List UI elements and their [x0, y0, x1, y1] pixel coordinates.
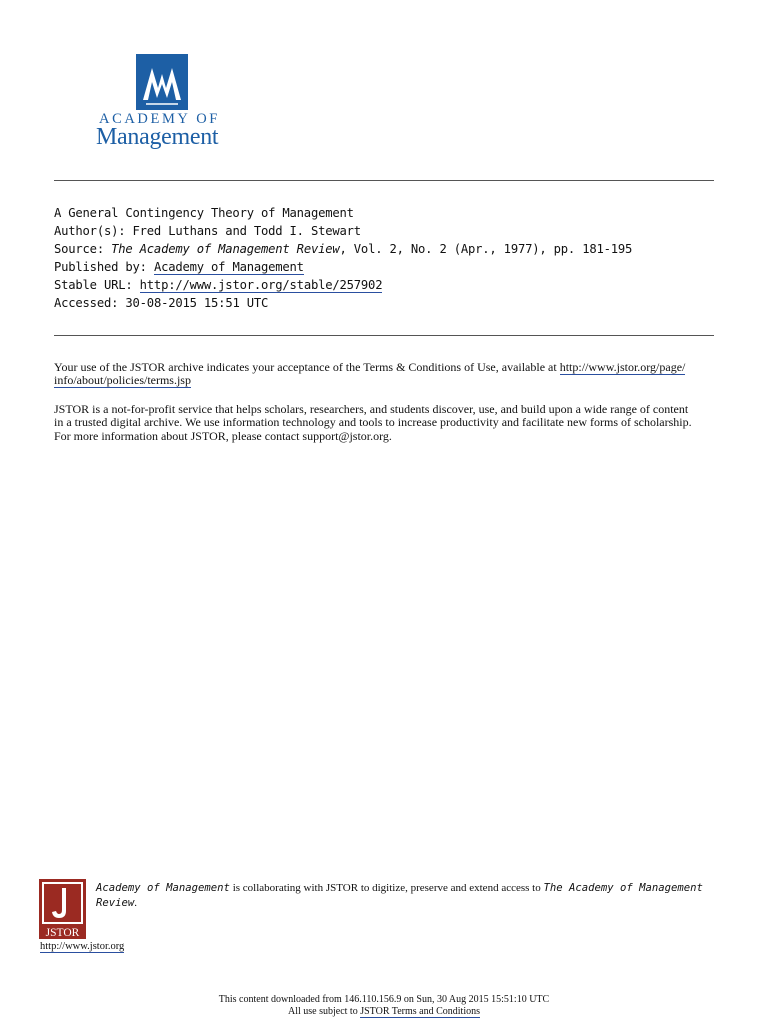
terms-footer: All use subject to JSTOR Terms and Conditions	[288, 1006, 480, 1017]
download-info: This content downloaded from 146.110.156.9 on Sun, 30 Aug 2015 15:51:10 UTC	[218, 994, 550, 1005]
logo-text-management: Management	[96, 124, 219, 150]
article-authors: Author(s): Fred Luthans and Todd I. Stewart	[54, 224, 361, 238]
jstor-logo-icon	[39, 879, 86, 939]
stable-url-link[interactable]: http://www.jstor.org/stable/257902	[139, 278, 383, 292]
source-journal: The Academy of Management Review	[111, 242, 340, 256]
academy-of-management-logo-icon	[136, 54, 188, 110]
article-stable-url: Stable URL: http://www.jstor.org/stable/257902	[54, 278, 383, 292]
download-footer	[0, 994, 768, 1018]
collaboration-notice: Academy of Management is collaborating with JSTOR to digitize, preserve and extend access to The Academy of Management Review.	[96, 882, 703, 909]
terms-notice: Your use of the JSTOR archive indicates your acceptance of the Terms & Conditions of Use, available at http://www.jstor.org/page/ info/about/policies/terms.jsp	[54, 360, 686, 388]
jstor-terms-link[interactable]: JSTOR Terms and Conditions	[360, 1006, 480, 1017]
divider-bottom	[54, 335, 714, 336]
article-source: Source: The Academy of Management Review, Vol. 2, No. 2 (Apr., 1977), pp. 181-195	[54, 242, 633, 256]
jstor-about: JSTOR is a not-for-profit service that helps scholars, researchers, and students discover, use, and build upon a wide range of content in a trusted digital archive. We use information technology and tools to increase productivity and facilitate new forms of scholarship. For more information about JSTOR, please contact support@jstor.org.	[54, 402, 692, 443]
svg-text:JSTOR: JSTOR	[45, 927, 80, 939]
article-title: A General Contingency Theory of Management	[54, 206, 354, 220]
terms-link[interactable]: http://www.jstor.org/page/ info/about/policies/terms.jsp	[54, 360, 686, 388]
publisher-link[interactable]: Academy of Management	[153, 260, 304, 274]
article-accessed: Accessed: 30-08-2015 15:51 UTC	[54, 296, 269, 310]
article-publisher: Published by: Academy of Management	[54, 260, 304, 274]
divider-top	[54, 180, 714, 181]
logo-text-academy-of: ACADEMY OF	[99, 111, 220, 127]
jstor-home-link[interactable]: http://www.jstor.org	[40, 941, 125, 952]
